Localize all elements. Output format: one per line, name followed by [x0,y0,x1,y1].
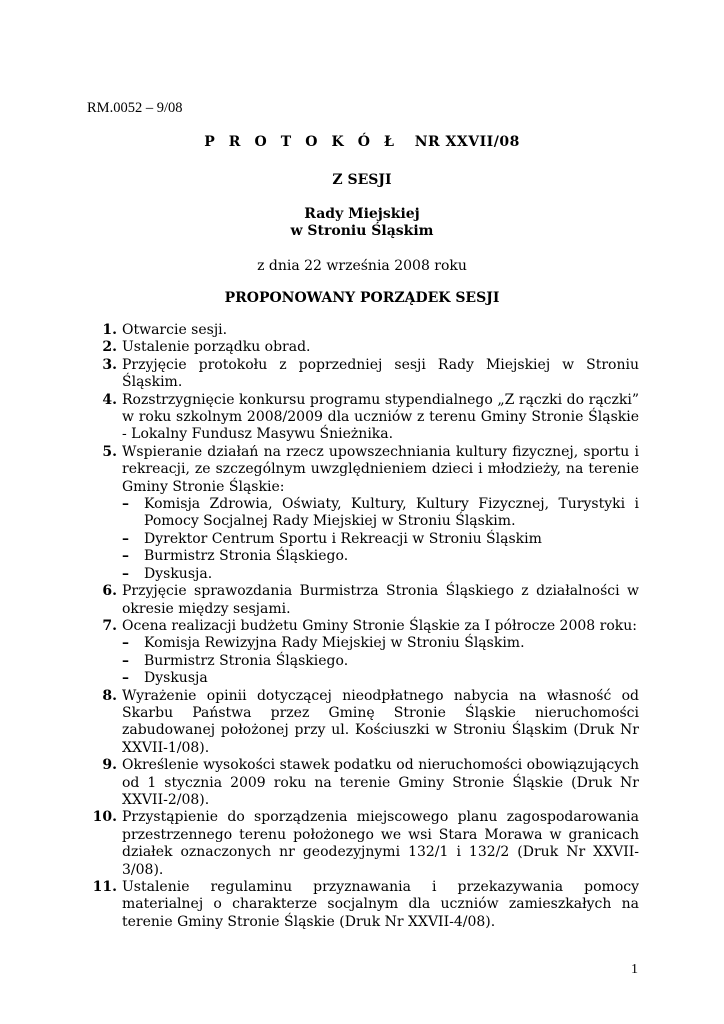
dash-bullet: – [122,548,129,565]
agenda-item-number: 11. [92,879,117,895]
agenda-subitem-text: Burmistrz Stronia Śląskiego. [144,652,349,669]
agenda-subitem-text: Dyrektor Centrum Sportu i Rekreacji w Stroniu Śląskim [144,530,542,547]
document-reference: RM.0052 – 9/08 [87,100,183,116]
protocol-title [0,134,724,150]
agenda-subitem-text: Dyskusja. [144,565,213,582]
agenda-subitem [122,548,639,565]
dash-bullet: – [122,635,129,652]
agenda-subitem [122,653,639,670]
agenda-item [79,688,639,758]
agenda-item-text: Ustalenie regulaminu przyznawania i przekazywania pomocy materialnej o charakterze socjalnym dla uczniów zamieszkałych na terenie Gminy Stronie Śląskie (Druk Nr XXVII-4/08). [122,879,639,930]
agenda-item [79,879,639,931]
agenda-item-number: 2. [102,339,117,356]
agenda-item-body [118,688,639,758]
agenda-item-text: Określenie wysokości stawek podatku od nieruchomości obowiązujących od 1 stycznia 2009 roku na terenie Gminy Stronie Śląskie (Druk Nr XXVII-2/08). [122,757,639,808]
agenda-item [79,357,639,392]
agenda-item-number: 6. [102,583,117,600]
agenda-item-body [118,618,639,688]
agenda-subitem [122,496,639,531]
agenda-subitem-text: Komisja Zdrowia, Oświaty, Kultury, Kultury Fizycznej, Turystyki i Pomocy Socjalnej Rady Miejskiej w Stroniu Śląskim. [144,496,639,530]
agenda-item-number: 8. [102,687,117,704]
agenda-list [79,322,639,931]
session-label: Z SESJI [332,172,392,188]
agenda-item [79,809,639,879]
dash-bullet: – [122,565,129,582]
agenda-item-body [118,879,639,931]
agenda-item-number: 3. [102,356,117,373]
agenda-item-body [118,392,639,444]
session-date: z dnia 22 września 2008 roku [257,258,467,274]
agenda-item [79,339,639,356]
agenda-item [79,583,639,618]
agenda-subitem [122,531,639,548]
agenda-item-text: Otwarcie sesji. [122,322,228,338]
agenda-subitem-text: Burmistrz Stronia Śląskiego. [144,548,349,565]
agenda-subitem-text: Komisja Rewizyjna Rady Miejskiej w Stroniu Śląskim. [144,635,525,652]
agenda-subitem [122,670,639,687]
agenda-item-body [118,339,639,356]
protocol-number: NR XXVII/08 [414,134,520,150]
agenda-item-number: 4. [102,391,117,408]
agenda-item-body [118,583,639,618]
agenda-item-number: 9. [102,757,117,774]
agenda-item-body [118,357,639,392]
agenda-item [79,757,639,809]
agenda-item-number: 7. [102,617,117,634]
dash-bullet: – [122,496,129,513]
agenda-item-text: Wspieranie działań na rzecz upowszechniania kultury fizycznej, sportu i rekreacji, ze szczególnym uwzględnieniem dzieci i młodzieży, na terenie Gminy Stronie Śląskie: [122,443,639,495]
agenda-item-text: Rozstrzygnięcie konkursu programu stypendialnego „Z rączki do rączki” w roku szkolnym 2008/2009 dla uczniów z terenu Gminy Stronie Śląskie - Lokalny Fundusz Masywu Śnieżnika. [122,391,639,443]
agenda-subitem [122,566,639,583]
agenda-item-body [118,757,639,809]
agenda-item-text: Przystąpienie do sporządzenia miejscowego planu zagospodarowania przestrzennego terenu położonego we wsi Stara Morawa w granicach działek oznaczonych nr geodezyjnymi 132/1 i 132/2 (Druk Nr XXVII-3/08). [122,809,639,878]
agenda-item [79,444,639,583]
agenda-item-number: 10. [92,809,117,826]
agenda-item-number: 1. [102,322,117,338]
agenda-item [79,322,639,339]
agenda-heading: PROPONOWANY PORZĄDEK SESJI [224,290,500,306]
agenda-item-body [118,322,639,339]
agenda-item-body [118,444,639,583]
agenda-item-text: Ustalenie porządku obrad. [122,339,311,356]
agenda-item-text: Wyrażenie opinii dotyczącej nieodpłatnego nabycia na własność od Skarbu Państwa przez Gminę Stronie Śląskie nieruchomości zabudowanej położonej przy ul. Kościuszki w Stroniu Śląskim (Druk Nr XXVII-1/08). [122,687,639,756]
council-name-line2: w Stroniu Śląskim [290,223,434,239]
dash-bullet: – [122,670,129,687]
dash-bullet: – [122,530,129,547]
agenda-item-text: Przyjęcie protokołu z poprzedniej sesji Rady Miejskiej w Stroniu Śląskim. [122,356,639,391]
agenda-item-number: 5. [102,443,117,460]
agenda-item [79,392,639,444]
agenda-subitem-text: Dyskusja [144,670,208,687]
page-number: 1 [631,962,638,977]
agenda-item-body [118,809,639,879]
agenda-subitem [122,635,639,652]
agenda-item-text: Ocena realizacji budżetu Gminy Stronie Śląskie za I półrocze 2008 roku: [122,617,637,634]
protocol-word: P R O T O K Ó Ł [204,134,399,150]
council-name-line1: Rady Miejskiej [304,206,420,222]
agenda-item [79,618,639,688]
dash-bullet: – [122,652,129,669]
agenda-item-text: Przyjęcie sprawozdania Burmistrza Stronia Śląskiego z działalności w okresie między sesjami. [122,583,639,617]
